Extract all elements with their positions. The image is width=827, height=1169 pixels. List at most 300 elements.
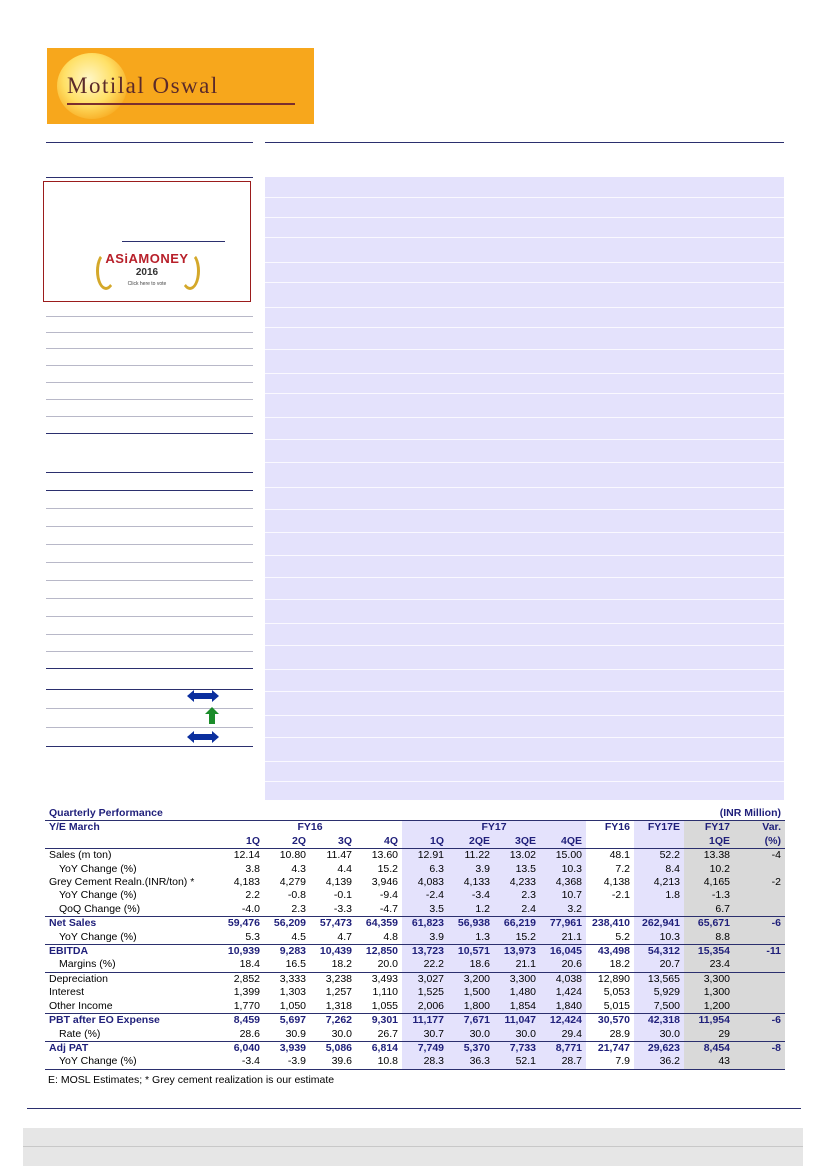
table-row	[45, 1055, 785, 1069]
table-cell: 12.14	[233, 849, 260, 862]
table-cell: 1,800	[448, 1000, 494, 1014]
table-cell: 1,050	[279, 999, 306, 1012]
table-row	[45, 1014, 785, 1028]
table-cell: 3,238	[310, 972, 356, 986]
panel-line	[265, 282, 784, 283]
table-cell: -1.3	[684, 889, 734, 902]
table-cell: 30.0	[494, 1028, 540, 1042]
table-cell: 3,300	[494, 972, 540, 986]
table-subheader-row	[45, 835, 785, 849]
table-cell: 1,399	[233, 986, 260, 999]
sub-col: 1Q	[402, 835, 448, 849]
table-cell: 20.0	[377, 958, 398, 971]
table-cell: 10.8	[356, 1055, 402, 1069]
table-cell: 30.0	[634, 1028, 684, 1042]
sub-col: 4Q	[356, 835, 402, 849]
row-label: Sales (m ton)	[49, 849, 112, 862]
table-cell: 5.2	[615, 930, 630, 943]
table-cell: 42,318	[634, 1014, 684, 1028]
table-cell: -3.3	[333, 902, 352, 915]
table-cell: 59,476	[218, 917, 264, 931]
table-cell: 5,697	[264, 1014, 310, 1028]
table-group-header-row	[45, 821, 785, 835]
table-cell: 8,771	[540, 1041, 586, 1055]
sidebar-rule-2	[46, 177, 253, 178]
footer-divider	[23, 1146, 803, 1147]
table-row	[45, 972, 785, 986]
panel-line	[265, 327, 784, 328]
sidebar-line	[46, 616, 253, 617]
table-cell: 5,053	[603, 986, 630, 999]
table-cell: 7.9	[586, 1055, 634, 1069]
table-cell: -6	[734, 917, 785, 931]
table-cell: 13,565	[634, 972, 684, 986]
table-cell: 13.38	[684, 849, 734, 863]
head-fy17: FY17	[684, 821, 734, 835]
table-cell: 12,850	[356, 945, 402, 959]
table-cell: 4.7	[337, 930, 352, 943]
table-row	[45, 1028, 785, 1042]
row-label: Adj PAT	[45, 1041, 218, 1055]
table-cell	[734, 1000, 785, 1014]
table-cell: 11.47	[326, 849, 352, 862]
footer-bar	[23, 1128, 803, 1166]
main-summary-panel	[265, 177, 784, 800]
table-cell: 2.3	[291, 902, 306, 915]
sidebar-line	[46, 348, 253, 349]
table-unit: (INR Million)	[684, 807, 785, 821]
table-cell: 3,946	[371, 876, 398, 889]
table-cell: 3,300	[684, 972, 734, 986]
table-cell: 1,257	[325, 986, 352, 999]
table-cell: 13,973	[494, 945, 540, 959]
table-row	[45, 917, 785, 931]
table-cell: 28.9	[609, 1027, 630, 1040]
table-cell: 262,941	[634, 917, 684, 931]
table-cell: 4,279	[279, 876, 306, 889]
table-cell: 11,177	[402, 1014, 448, 1028]
table-cell: 52.1	[494, 1055, 540, 1069]
table-cell: 28.7	[540, 1055, 586, 1069]
table-cell: 4,083	[402, 876, 448, 889]
award-cta[interactable]: Click here to vote	[127, 281, 167, 287]
sidebar-line	[46, 634, 253, 635]
sub-col: 3Q	[310, 835, 356, 849]
neutral-arrow-icon	[187, 690, 219, 702]
table-cell: 11,047	[494, 1014, 540, 1028]
table-cell: 61,823	[402, 917, 448, 931]
table-row	[45, 849, 785, 863]
table-cell: 7,749	[402, 1041, 448, 1055]
table-cell: 7,500	[634, 1000, 684, 1014]
sidebar-line	[46, 580, 253, 581]
panel-line	[265, 262, 784, 263]
sidebar-line	[46, 399, 253, 400]
table-cell: 36.2	[634, 1055, 684, 1069]
table-cell: 2.3	[494, 889, 540, 902]
table-cell: 2,006	[402, 1000, 448, 1014]
table-cell: 16,045	[540, 945, 586, 959]
table-cell: 4.8	[383, 930, 398, 943]
table-cell: 10.3	[634, 931, 684, 945]
panel-line	[265, 417, 784, 418]
sub-col: 2Q	[264, 835, 310, 849]
table-cell: 39.6	[310, 1055, 356, 1069]
table-cell: 26.7	[377, 1027, 398, 1040]
table-cell: 1,525	[402, 986, 448, 999]
table-title-row	[45, 807, 785, 821]
table-cell: -3.4	[218, 1055, 264, 1069]
table-cell: 3,200	[448, 972, 494, 986]
table-cell: 3.8	[245, 862, 260, 875]
row-label: YoY Change (%)	[45, 1055, 218, 1069]
award-year: 2016	[135, 267, 159, 278]
sidebar-line	[46, 562, 253, 563]
table-cell: 1.3	[448, 931, 494, 945]
table-cell: 5,370	[448, 1041, 494, 1055]
table-cell: 1.8	[634, 889, 684, 902]
table-cell: 66,219	[494, 917, 540, 931]
table-cell	[734, 863, 785, 876]
table-cell: -3.4	[448, 889, 494, 902]
table-cell: 21,747	[586, 1041, 634, 1055]
table-row	[45, 889, 785, 902]
sidebar-line	[46, 365, 253, 366]
table-cell: 1,055	[371, 999, 398, 1012]
panel-line	[265, 599, 784, 600]
table-cell: 18.6	[448, 958, 494, 972]
table-cell: 1,318	[325, 999, 352, 1012]
panel-line	[265, 669, 784, 670]
col-label: Y/E March	[49, 821, 100, 834]
panel-line	[265, 509, 784, 510]
table-cell: 18.2	[609, 958, 630, 971]
panel-line	[265, 761, 784, 762]
table-cell: 4,139	[325, 876, 352, 889]
panel-line	[265, 439, 784, 440]
sidebar-line	[46, 727, 253, 728]
panel-line	[265, 737, 784, 738]
row-label: Grey Cement Realn.(INR/ton) *	[49, 876, 195, 889]
quarterly-performance-table	[45, 807, 785, 1070]
table-cell: 57,473	[310, 917, 356, 931]
table-cell: 10,439	[310, 945, 356, 959]
table-cell: 5,015	[603, 999, 630, 1012]
table-cell: -8	[734, 1041, 785, 1055]
sidebar-rule	[46, 689, 253, 690]
panel-line	[265, 217, 784, 218]
table-cell: 5.3	[245, 930, 260, 943]
table-cell: 9,301	[356, 1014, 402, 1028]
table-cell: -0.1	[333, 889, 352, 902]
logo-underline	[67, 103, 295, 105]
table-cell: 6.7	[684, 903, 734, 917]
table-cell: 64,359	[356, 917, 402, 931]
table-cell: 15.2	[377, 862, 398, 875]
table-cell: 65,671	[684, 917, 734, 931]
table-cell: -2	[734, 876, 785, 889]
table-row	[45, 931, 785, 945]
sub-col: 3QE	[494, 835, 540, 849]
table-cell: -2.1	[611, 889, 630, 902]
table-cell: 3.2	[540, 903, 586, 917]
sidebar-rule	[46, 746, 253, 747]
table-footnote: E: MOSL Estimates; * Grey cement realization is our estimate	[48, 1074, 335, 1086]
panel-line	[265, 645, 784, 646]
table-cell: 29.4	[540, 1028, 586, 1042]
sidebar-top-rule	[46, 142, 253, 143]
table-cell: 1,840	[540, 1000, 586, 1014]
sidebar-line	[46, 416, 253, 417]
panel-line	[265, 462, 784, 463]
table-cell	[734, 1055, 785, 1069]
sub-col	[634, 835, 684, 849]
row-label: YoY Change (%)	[59, 930, 137, 943]
table-cell: -2.4	[402, 889, 448, 902]
table-cell: -11	[734, 945, 785, 959]
table-cell: 77,961	[540, 917, 586, 931]
table-cell: 12,424	[540, 1014, 586, 1028]
table-cell: 4.3	[291, 862, 306, 875]
sidebar-rule	[46, 433, 253, 434]
neutral-arrow-icon	[187, 731, 219, 743]
table-cell: 13.02	[494, 849, 540, 863]
panel-line	[265, 197, 784, 198]
table-cell: 3,027	[402, 972, 448, 986]
table-cell: 10,571	[448, 945, 494, 959]
table-cell: -9.4	[379, 889, 398, 902]
logo-text: Motilal Oswal	[67, 73, 219, 98]
row-label: EBITDA	[45, 945, 218, 959]
row-label: Depreciation	[45, 972, 218, 986]
table-cell: 3.5	[402, 903, 448, 917]
group-fy16: FY16	[297, 821, 323, 834]
table-cell: 13.60	[371, 849, 398, 862]
table-cell: 1,770	[233, 999, 260, 1012]
sidebar-line	[46, 332, 253, 333]
table-cell: 20.7	[634, 958, 684, 972]
table-cell: 8,459	[218, 1014, 264, 1028]
table-cell: 21.1	[540, 931, 586, 945]
table-cell: -4	[734, 849, 785, 863]
table-cell: 12.91	[402, 849, 448, 863]
table-cell: 48.1	[609, 849, 630, 862]
table-row	[45, 958, 785, 972]
table-cell: 4.4	[337, 862, 352, 875]
award-vote-box[interactable]	[43, 181, 251, 302]
main-top-rule	[265, 142, 784, 143]
award-name: ASiAMONEY	[105, 251, 189, 266]
row-label: QoQ Change (%)	[59, 902, 141, 915]
table-cell: 4,165	[684, 876, 734, 889]
table-cell	[734, 931, 785, 945]
row-label: Net Sales	[45, 917, 218, 931]
table-cell: 2,852	[218, 972, 264, 986]
sidebar-line	[46, 382, 253, 383]
table-cell	[734, 958, 785, 972]
table-cell	[734, 1028, 785, 1042]
panel-line	[265, 577, 784, 578]
table-cell: 4,133	[448, 876, 494, 889]
table-cell: 3,939	[264, 1041, 310, 1055]
table-cell: 28.6	[239, 1027, 260, 1040]
row-label: PBT after EO Expense	[45, 1014, 218, 1028]
panel-line	[265, 307, 784, 308]
sidebar-rule	[46, 668, 253, 669]
table-cell: 11.22	[448, 849, 494, 863]
table-cell: -3.9	[264, 1055, 310, 1069]
sub-col	[586, 835, 634, 849]
company-logo	[47, 48, 314, 124]
table-cell: 13.5	[494, 863, 540, 876]
head-fy16: FY16	[604, 821, 630, 834]
table-cell: 18.2	[331, 958, 352, 971]
table-cell: 5,929	[634, 986, 684, 999]
table-cell: 54,312	[634, 945, 684, 959]
table-cell: 1,303	[279, 986, 306, 999]
table-cell: 4,368	[540, 876, 586, 889]
panel-line	[265, 555, 784, 556]
table-cell: 1,854	[494, 1000, 540, 1014]
table-cell: 29	[684, 1028, 734, 1042]
sidebar-line	[46, 526, 253, 527]
table-row	[45, 986, 785, 999]
table-cell: 4,183	[233, 876, 260, 889]
table-cell: 2.4	[494, 903, 540, 917]
head-fy17e: FY17E	[634, 821, 684, 835]
table-cell: 11,954	[684, 1014, 734, 1028]
table-cell: 3,333	[264, 972, 310, 986]
table-cell: -4.7	[379, 902, 398, 915]
table-cell: 43	[684, 1055, 734, 1069]
panel-line	[265, 237, 784, 238]
table-cell: 21.1	[494, 958, 540, 972]
table-cell: 36.3	[448, 1055, 494, 1069]
table-cell: 6.3	[402, 863, 448, 876]
row-label: Interest	[49, 986, 85, 999]
table-cell: 7,262	[310, 1014, 356, 1028]
table-cell: 7,733	[494, 1041, 540, 1055]
table-cell: 3.9	[448, 863, 494, 876]
panel-line	[265, 691, 784, 692]
table-row	[45, 1041, 785, 1055]
sidebar-rule	[46, 472, 253, 473]
sub-col: 4QE	[540, 835, 586, 849]
table-cell: 7,671	[448, 1014, 494, 1028]
table-cell: 10.80	[279, 849, 306, 862]
sub-col: 1QE	[684, 835, 734, 849]
table-cell: 18.4	[239, 958, 260, 971]
table-cell: 8.4	[634, 863, 684, 876]
table-cell: 15.00	[540, 849, 586, 863]
award-link-line	[122, 241, 225, 242]
table-row	[45, 903, 785, 917]
row-label: Rate (%)	[59, 1027, 101, 1040]
table-cell: 13,723	[402, 945, 448, 959]
table-cell	[634, 903, 684, 917]
table-cell: 10.7	[540, 889, 586, 902]
table-cell: 1,500	[448, 986, 494, 999]
table-cell: 30,570	[586, 1014, 634, 1028]
table-cell: 1,110	[372, 986, 398, 999]
table-cell: 15,354	[684, 945, 734, 959]
table-cell: 1,200	[684, 1000, 734, 1014]
row-label: YoY Change (%)	[59, 862, 137, 875]
panel-line	[265, 623, 784, 624]
table-body	[45, 849, 785, 1070]
table-cell: 8,454	[684, 1041, 734, 1055]
table-cell: 56,209	[264, 917, 310, 931]
panel-line	[265, 487, 784, 488]
table-cell: 12,890	[586, 972, 634, 986]
footer-rule	[27, 1108, 801, 1109]
panel-line	[265, 349, 784, 350]
table-cell: 16.5	[285, 958, 306, 971]
sidebar-line	[46, 508, 253, 509]
row-label: YoY Change (%)	[59, 889, 137, 902]
table-cell	[586, 903, 634, 917]
table-row	[45, 945, 785, 959]
table-cell: 29,623	[634, 1041, 684, 1055]
sidebar-line	[46, 708, 253, 709]
row-label: Margins (%)	[59, 958, 116, 971]
table-cell: -6	[734, 1014, 785, 1028]
row-label: Other Income	[49, 999, 113, 1012]
table-cell: 4,213	[634, 876, 684, 889]
sub-col: 1Q	[218, 835, 264, 849]
panel-line	[265, 373, 784, 374]
panel-line	[265, 781, 784, 782]
sub-col: (%)	[734, 835, 785, 849]
table-cell: 3,493	[356, 972, 402, 986]
table-cell: 28.3	[402, 1055, 448, 1069]
table-cell: 20.6	[540, 958, 586, 972]
head-var: Var.	[734, 821, 785, 835]
table-cell: 6,814	[356, 1041, 402, 1055]
sidebar-rule	[46, 490, 253, 491]
table-cell: 10.3	[540, 863, 586, 876]
table-cell: 8.8	[684, 931, 734, 945]
table-cell: 43,498	[586, 945, 634, 959]
table-cell	[734, 972, 785, 986]
panel-line	[265, 532, 784, 533]
table-cell: 30.0	[331, 1027, 352, 1040]
table-cell: 15.2	[494, 931, 540, 945]
sidebar-line	[46, 544, 253, 545]
table-cell: 10.2	[684, 863, 734, 876]
sidebar-line	[46, 316, 253, 317]
panel-line	[265, 393, 784, 394]
table-cell: 4,038	[540, 972, 586, 986]
table-cell: 2.2	[245, 889, 260, 902]
table-cell: -0.8	[287, 889, 306, 902]
table-cell: 9,283	[264, 945, 310, 959]
sub-col: 2QE	[448, 835, 494, 849]
table-row	[45, 876, 785, 889]
table-cell: 1,300	[684, 986, 734, 999]
table-cell: 30.7	[402, 1028, 448, 1042]
table-cell: 5,086	[310, 1041, 356, 1055]
up-arrow-icon	[205, 707, 219, 724]
group-fy17: FY17	[402, 821, 586, 835]
table-cell: 23.4	[684, 958, 734, 972]
table-cell: 1,480	[494, 986, 540, 999]
award-badge	[92, 251, 202, 299]
table-cell: 4.5	[291, 930, 306, 943]
table-cell: 10,939	[218, 945, 264, 959]
panel-line	[265, 715, 784, 716]
table-cell	[734, 889, 785, 902]
